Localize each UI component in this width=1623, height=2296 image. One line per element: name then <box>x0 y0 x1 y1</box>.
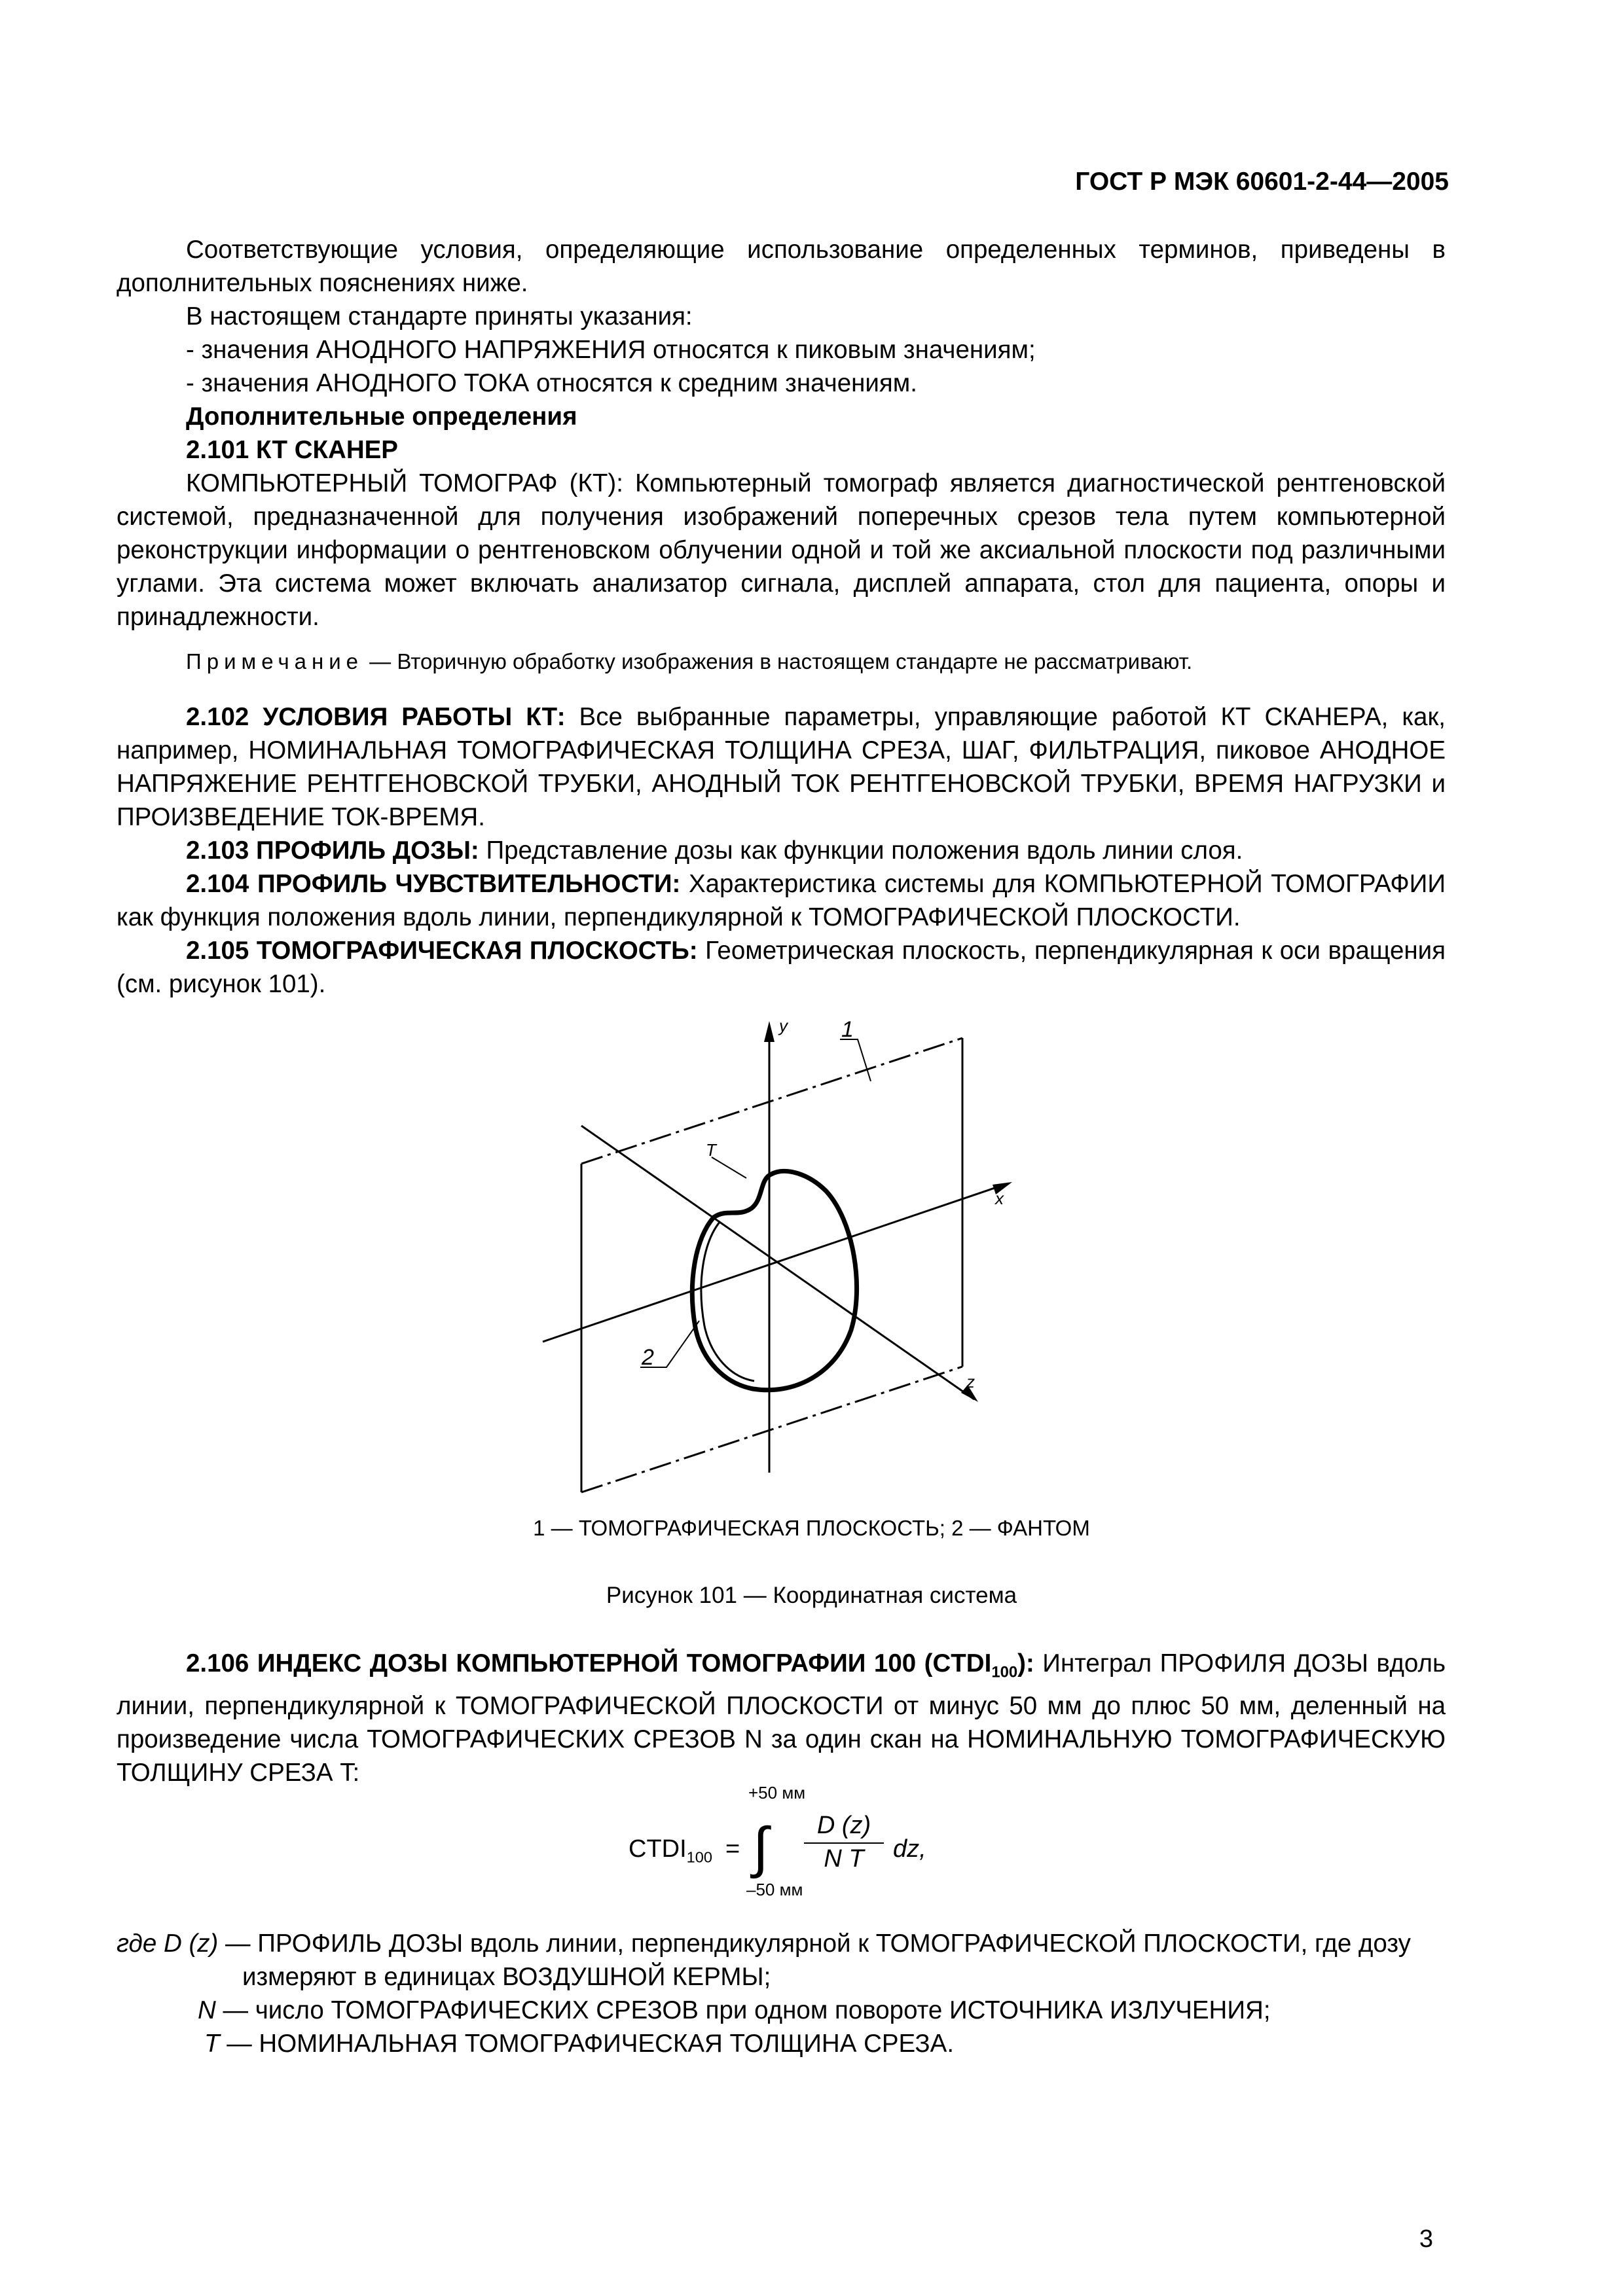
t-leader-line <box>712 1157 746 1178</box>
definition-symbol: T <box>204 2030 220 2058</box>
definition-text: — НОМИНАЛЬНАЯ ТОМОГРАФИЧЕСКАЯ ТОЛЩИНА СРЕЗА. <box>219 2030 955 2058</box>
section-2-106 <box>117 1647 1446 1789</box>
figure-101-coordinate-system <box>0 1008 1623 1505</box>
coordinate-system-diagram <box>0 1008 1623 1505</box>
formula-lhs-main: CTDI <box>629 1835 687 1863</box>
intro-paragraph: В настоящем стандарте приняты указания: <box>186 302 693 331</box>
definition-2-106: Интеграл ПРОФИЛЯ ДОЗЫ вдоль линии, перпендикулярной к ТОМОГРАФИЧЕСКОЙ ПЛОСКОСТИ от минус 50 мм до плюс 50 мм, деленный на произведение числа ТОМОГРАФИЧЕСКИХ СРЕЗОВ N за один скан на НОМИНАЛЬНУЮ ТОМОГРАФИЧЕСКУЮ ТОЛЩИНУ СРЕЗА T: <box>117 1649 1446 1787</box>
term-2-106-subscript: 100 <box>991 1663 1018 1681</box>
main-text-block <box>117 233 1446 1001</box>
note-paragraph <box>117 647 1446 677</box>
y-axis-arrow-icon <box>764 1021 775 1042</box>
y-axis-label: y <box>779 1016 788 1035</box>
definition-2-103: Представление дозы как функции положения вдоль линии слоя. <box>479 836 1243 865</box>
ctdi-formula <box>629 1780 1021 1905</box>
intro-list-item: - значения АНОДНОГО НАПРЯЖЕНИЯ относятся к пиковым значениям; <box>186 336 1036 364</box>
figure-caption: Рисунок 101 — Координатная система <box>606 1583 1017 1608</box>
section-2-102 <box>117 700 1446 834</box>
term-2-102: 2.102 УСЛОВИЯ РАБОТЫ КТ: <box>186 703 566 731</box>
fraction-denominator: N T <box>824 1845 864 1873</box>
intro-list-item: - значения АНОДНОГО ТОКА относятся к средним значениям. <box>186 369 917 397</box>
standard-code-header: ГОСТ Р МЭК 60601-2-44—2005 <box>1075 168 1449 196</box>
formula-differential: dz, <box>893 1835 926 1863</box>
term-2-103: 2.103 ПРОФИЛЬ ДОЗЫ: <box>186 836 479 865</box>
definition-2-104: Характеристика системы для КОМПЬЮТЕРНОЙ ТОМОГРАФИИ как функция положения вдоль линии, перпендикулярной к ТОМОГРАФИЧЕСКОЙ ПЛОСКОСТИ. <box>117 870 1446 931</box>
definition-symbol: N <box>198 1996 216 2024</box>
section-2-101-title: 2.101 КТ СКАНЕР <box>186 436 398 464</box>
term-2-106 <box>186 1649 1034 1681</box>
term-2-106-main: 2.106 ИНДЕКС ДОЗЫ КОМПЬЮТЕРНОЙ ТОМОГРАФИИ 100 (CTDI <box>186 1649 992 1677</box>
term-2-104: 2.104 ПРОФИЛЬ ЧУВСТВИТЕЛЬНОСТИ: <box>186 870 681 898</box>
integral-upper-limit: +50 мм <box>748 1783 806 1803</box>
figure-label-2: 2 <box>642 1345 654 1370</box>
z-axis-label: z <box>966 1372 975 1391</box>
plane-top-edge <box>581 1038 962 1164</box>
note-label: Примечание <box>186 649 364 673</box>
formula-equals: = <box>725 1835 740 1863</box>
definition-item <box>117 1927 1446 1994</box>
x-axis-line <box>543 1183 1008 1342</box>
term-2-105: 2.105 ТОМОГРАФИЧЕСКАЯ ПЛОСКОСТЬ: <box>186 937 698 965</box>
definition-text: — ПРОФИЛЬ ДОЗЫ вдоль линии, перпендикулярной к ТОМОГРАФИЧЕСКОЙ ПЛОСКОСТИ, где дозу измеряют в единицах ВОЗДУШНОЙ КЕРМЫ; <box>218 1929 1411 1991</box>
formula-fraction <box>804 1812 884 1873</box>
page-number: 3 <box>1419 2225 1433 2253</box>
fraction-numerator: D (z) <box>804 1812 884 1844</box>
section-2-106-block <box>117 1647 1446 1789</box>
section-2-105 <box>117 934 1446 1001</box>
section-heading: Дополнительные определения <box>186 403 577 431</box>
figure-legend: 1 — ТОМОГРАФИЧЕСКАЯ ПЛОСКОСТЬ; 2 — ФАНТОМ <box>533 1516 1090 1540</box>
section-2-103 <box>117 834 1446 867</box>
section-2-104 <box>117 867 1446 934</box>
t-label: T <box>706 1140 716 1160</box>
variable-definitions <box>117 1927 1446 2060</box>
x-axis-label: x <box>995 1189 1004 1208</box>
definition-item <box>117 2027 1446 2060</box>
definition-text: — число ТОМОГРАФИЧЕСКИХ СРЕЗОВ при одном повороте ИСТОЧНИКА ИЗЛУЧЕНИЯ; <box>215 1996 1271 2024</box>
section-2-101-text: КОМПЬЮТЕРНЫЙ ТОМОГРАФ (КТ): Компьютерный томограф является диагностической рентгеновской системой, предназначенной для получения изображений поперечных срезов тела путем компьютерной реконструкции информации о рентгеновском облучении одной и той же аксиальной плоскости под различными углами. Эта система может включать анализатор сигнала, дисплей аппарата, стол для пациента, опоры и принадлежности. <box>117 469 1446 631</box>
term-2-106-close: ): <box>1017 1649 1034 1677</box>
definition-2-102: Все выбранные параметры, управляющие работой КТ СКАНЕРА, как, например, НОМИНАЛЬНАЯ ТОМОГРАФИЧЕСКАЯ ТОЛЩИНА СРЕЗА, ШАГ, ФИЛЬТРАЦИЯ, пиковое АНОДНОЕ НАПРЯЖЕНИЕ РЕНТГЕНОВСКОЙ ТРУБКИ, АНОДНЫЙ ТОК РЕНТГЕНОВСКОЙ ТРУБКИ, ВРЕМЯ НАГРУЗКИ и ПРОИЗВЕДЕНИЕ ТОК-ВРЕМЯ. <box>117 703 1446 831</box>
figure-label-1: 1 <box>841 1017 854 1042</box>
formula-lhs-subscript: 100 <box>686 1848 712 1866</box>
label-1-leader-line <box>840 1039 871 1081</box>
integral-lower-limit: –50 мм <box>746 1880 803 1899</box>
integral-sign: ∫ <box>753 1816 769 1879</box>
formula-lhs <box>629 1835 712 1867</box>
definition-item <box>117 1994 1446 2027</box>
definition-symbol: где D (z) <box>117 1929 219 1958</box>
plane-bottom-edge <box>581 1367 962 1492</box>
definition-2-105: Геометрическая плоскость, перпендикулярная к оси вращения (см. рисунок 101). <box>117 937 1446 998</box>
note-text: — Вторичную обработку изображения в настоящем стандарте не рассматривают. <box>363 649 1193 673</box>
intro-paragraph: Соответствующие условия, определяющие использование определенных терминов, приведены в дополнительных пояснениях ниже. <box>117 236 1446 297</box>
z-axis-line <box>581 1126 974 1399</box>
